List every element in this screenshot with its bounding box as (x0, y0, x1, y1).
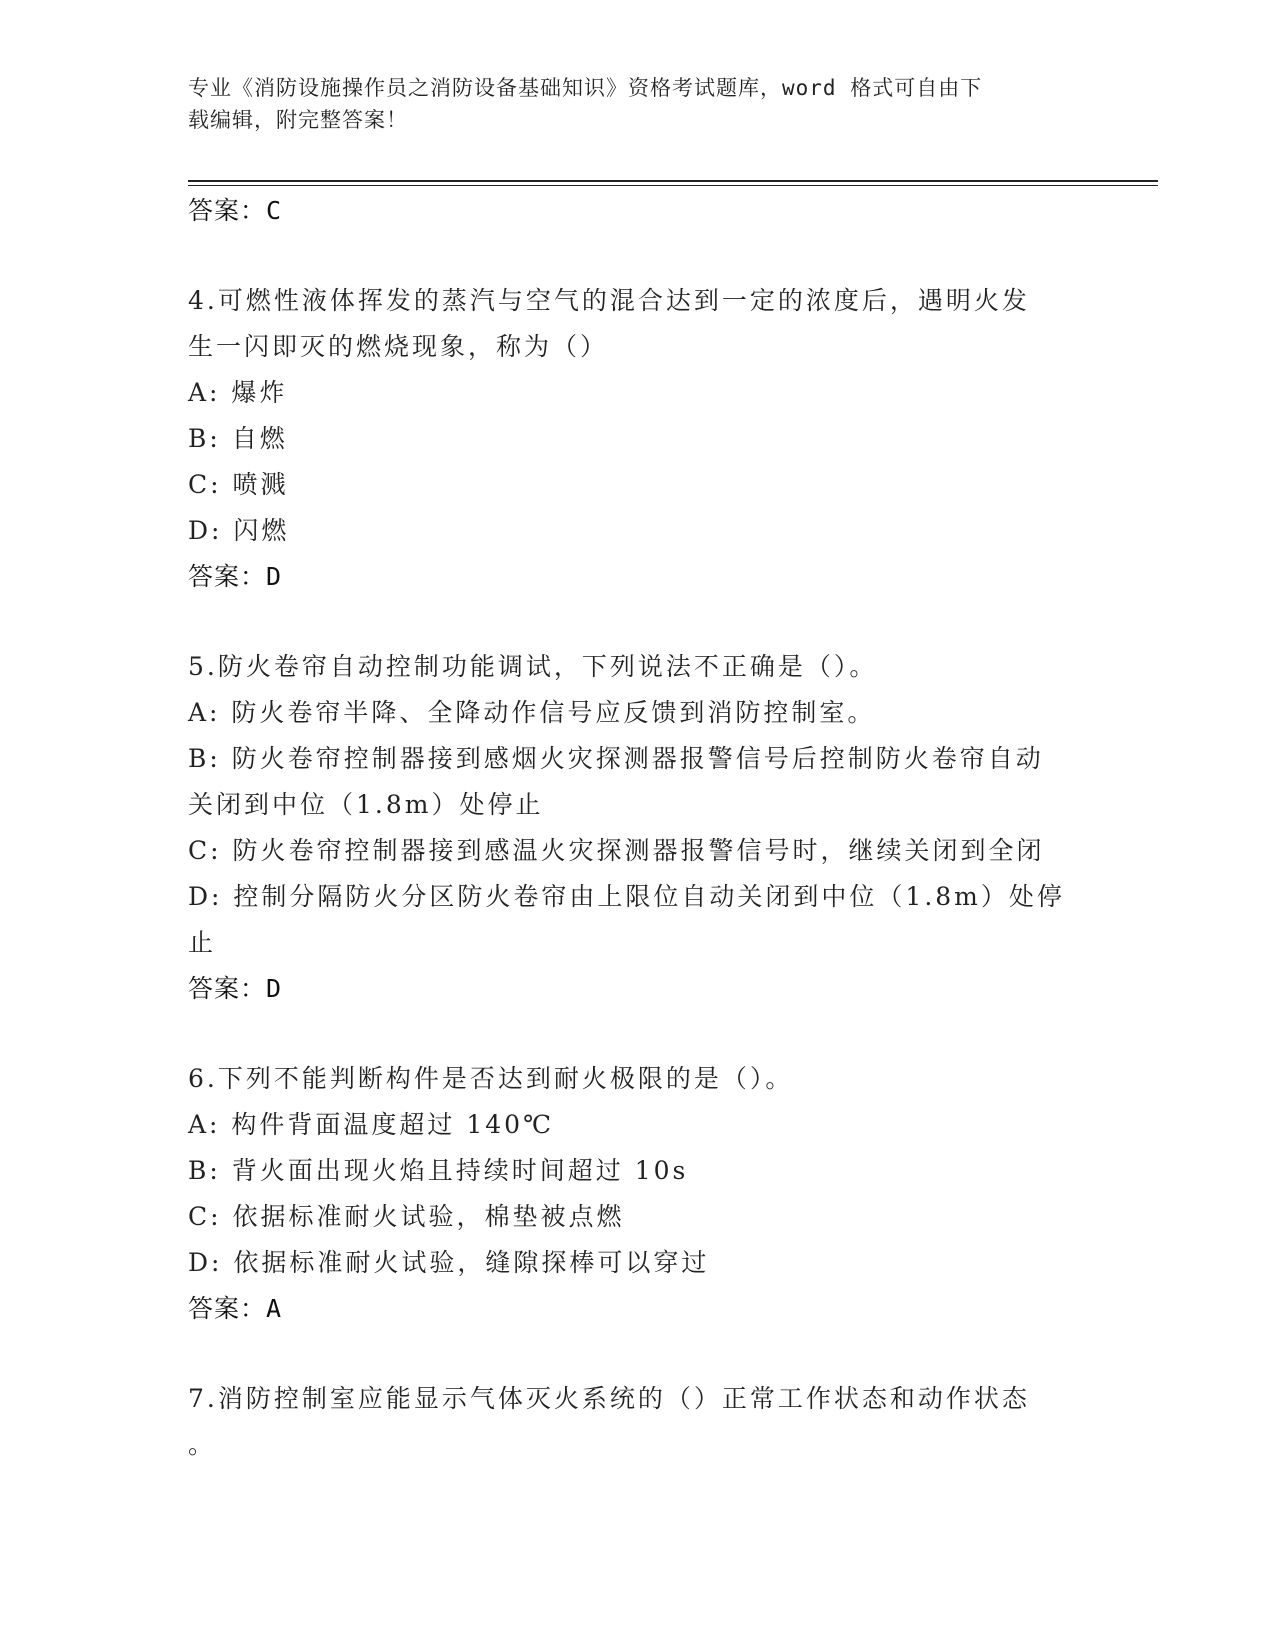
header-line-1: 专业《消防设施操作员之消防设备基础知识》资格考试题库，word 格式可自由下 (188, 76, 983, 100)
question-6-option-a: A: 构件背面温度超过 140℃ (188, 1110, 555, 1139)
question-5-option-b-line-1: B: 防火卷帘控制器接到感烟火灾探测器报警信号后控制防火卷帘自动 (188, 744, 1044, 773)
spacer (188, 1332, 1088, 1376)
question-5-option-d-line-1: D: 控制分隔防火分区防火卷帘由上限位自动关闭到中位（1.8m）处停 (188, 882, 1065, 911)
question-4-stem-line-1: 4.可燃性液体挥发的蒸汽与空气的混合达到一定的浓度后，遇明火发 (188, 286, 1030, 315)
question-5-answer: 答案：D (188, 974, 283, 1003)
question-5-option-c: C: 防火卷帘控制器接到感温火灾探测器报警信号时，继续关闭到全闭 (188, 836, 1045, 865)
previous-answer: 答案：C (188, 196, 283, 225)
question-7-stem-line-1: 7.消防控制室应能显示气体灭火系统的（）正常工作状态和动作状态 (188, 1384, 1030, 1413)
question-4-answer: 答案：D (188, 562, 283, 591)
question-content (188, 188, 1088, 1468)
question-6 (188, 1056, 1088, 1332)
question-4-option-d: D: 闪燃 (188, 516, 290, 545)
spacer (188, 600, 1088, 644)
header-divider-thin (188, 185, 1158, 186)
question-5-option-a: A: 防火卷帘半降、全降动作信号应反馈到消防控制室。 (188, 698, 876, 727)
question-4-option-a: A: 爆炸 (188, 378, 288, 407)
header-divider-thick (188, 180, 1158, 182)
question-4-option-c: C: 喷溅 (188, 470, 289, 499)
question-5-option-b-line-2: 关闭到中位（1.8m）处停止 (188, 790, 544, 819)
spacer (188, 234, 1088, 278)
question-5 (188, 644, 1088, 1012)
spacer (188, 1012, 1088, 1056)
question-6-option-b: B: 背火面出现火焰且持续时间超过 10s (188, 1156, 689, 1185)
question-6-option-c: C: 依据标准耐火试验，棉垫被点燃 (188, 1202, 625, 1231)
question-4 (188, 278, 1088, 600)
header-line-2: 载编辑，附完整答案！ (188, 108, 408, 132)
question-7-stem-line-2: 。 (188, 1430, 217, 1459)
question-7 (188, 1376, 1088, 1468)
document-header (188, 72, 1088, 136)
question-6-stem: 6.下列不能判断构件是否达到耐火极限的是（）。 (188, 1064, 794, 1093)
question-4-option-b: B: 自燃 (188, 424, 288, 453)
question-4-stem-line-2: 生一闪即灭的燃烧现象，称为（） (188, 332, 609, 361)
question-6-answer: 答案：A (188, 1294, 283, 1323)
question-5-stem: 5.防火卷帘自动控制功能调试，下列说法不正确是（）。 (188, 652, 878, 681)
question-6-option-d: D: 依据标准耐火试验，缝隙探棒可以穿过 (188, 1248, 710, 1277)
question-5-option-d-line-2: 止 (188, 928, 217, 957)
